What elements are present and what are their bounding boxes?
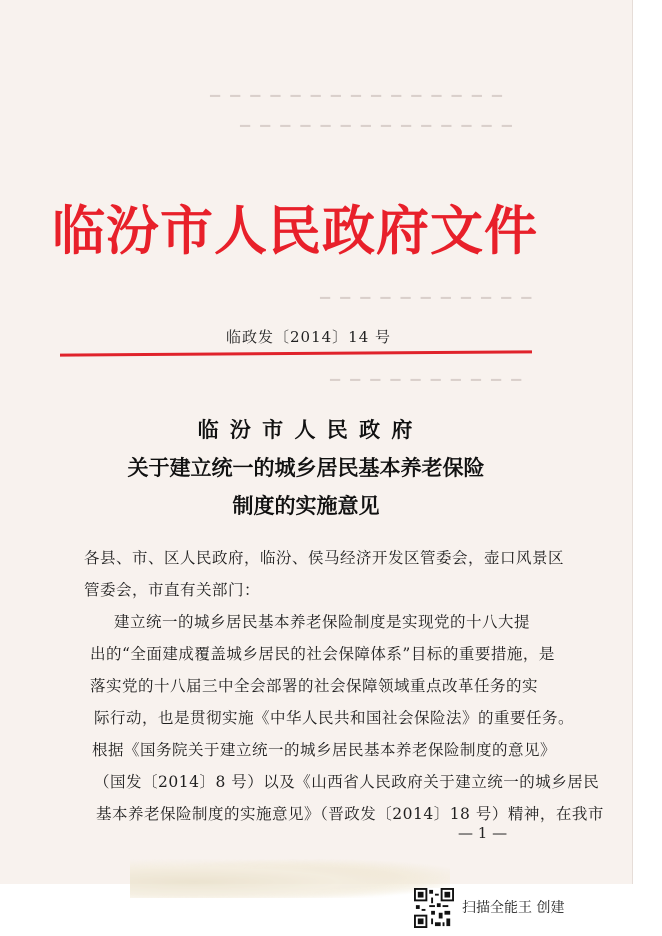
body-line: （国发〔2014〕8 号）以及《山西省人民政府关于建立统一的城乡居民 <box>94 773 600 791</box>
document-number: 临政发〔2014〕14 号 <box>226 328 392 346</box>
bleed-through-text: ▔ ▔ ▔ ▔ ▔ ▔ ▔ ▔ ▔ ▔ <box>330 380 525 395</box>
recipient-line: 管委会，市直有关部门： <box>84 581 261 599</box>
title-line-2: 关于建立统一的城乡居民基本养老保险 <box>127 455 485 480</box>
body-line: 出的“全面建成覆盖城乡居民的社会保障体系”目标的重要措施，是 <box>90 645 555 663</box>
page-number: — 1 — <box>458 824 508 842</box>
recipient-line: 各县、市、区人民政府，临汾、侯马经济开发区管委会，壶口风景区 <box>84 549 565 567</box>
bleed-through-text: ▔ ▔ ▔ ▔ ▔ ▔ ▔ ▔ ▔ ▔ ▔ ▔ ▔ ▔ ▔ <box>210 96 505 111</box>
qr-code-icon <box>414 888 454 928</box>
scanner-watermark: 扫描全能王 创建 <box>462 900 565 916</box>
body-line: 际行动，也是贯彻实施《中华人民共和国社会保险法》的重要任务。 <box>94 709 575 727</box>
body-line: 建立统一的城乡居民基本养老保险制度是实现党的十八大提 <box>114 613 531 631</box>
scan-shadow <box>130 858 450 898</box>
bleed-through-text: ▔ ▔ ▔ ▔ ▔ ▔ ▔ ▔ ▔ ▔ ▔ <box>320 298 535 313</box>
body-line: 基本养老保险制度的实施意见》（晋政发〔2014〕18 号）精神，在我市 <box>96 805 604 823</box>
document-header-title: 临汾市人民政府文件 <box>52 200 538 262</box>
bleed-through-text: ▔ ▔ ▔ ▔ ▔ ▔ ▔ ▔ ▔ ▔ ▔ ▔ ▔ ▔ <box>240 126 515 141</box>
title-line-1: 临 汾 市 人 民 政 府 <box>197 417 415 442</box>
body-line: 落实党的十八届三中全会部署的社会保障领域重点改革任务的实 <box>90 677 539 695</box>
body-line: 根据《国务院关于建立统一的城乡居民基本养老保险制度的意见》 <box>92 741 557 759</box>
title-line-3: 制度的实施意见 <box>232 493 380 518</box>
red-separator-line <box>60 350 532 356</box>
